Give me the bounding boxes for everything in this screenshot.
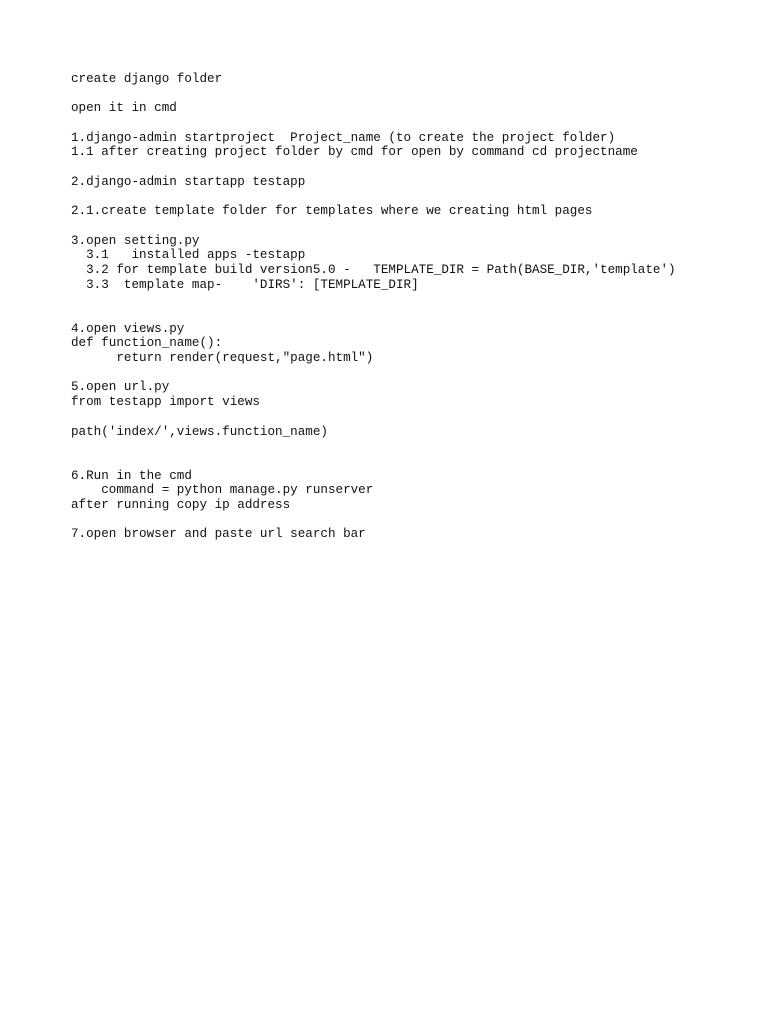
text-line: 1.1 after creating project folder by cmd for open by command cd projectname [71,145,638,160]
document-text [71,72,751,542]
blank-line [71,87,751,102]
code-line: from testapp import views [71,395,260,410]
blank-line [71,410,751,425]
blank-line [71,454,751,469]
text-line: open it in cmd [71,101,177,116]
blank-line [71,439,751,454]
text-line: 3.open setting.py [71,233,200,248]
blank-line [71,219,751,234]
blank-line [71,160,751,175]
blank-line [71,190,751,205]
blank-line [71,366,751,381]
text-line: command = python manage.py runserver [71,483,374,498]
text-line: 5.open url.py [71,380,170,395]
code-line: path('index/',views.function_name) [71,424,328,439]
code-line: def function_name(): [71,336,223,351]
code-line: return render(request,"page.html") [71,351,374,366]
text-line: 1.django-admin startproject Project_name (to create the project folder) [71,130,616,145]
text-line: 6.Run in the cmd [71,468,192,483]
text-line: 3.2 for template build version5.0 - TEMPLATE_DIR = Path(BASE_DIR,'template') [71,262,676,277]
text-line: create django folder [71,72,223,86]
text-line: 7.open browser and paste url search bar [71,527,366,542]
text-line: 3.3 template map- 'DIRS': [TEMPLATE_DIR] [71,277,419,292]
blank-line [71,116,751,131]
text-line: after running copy ip address [71,497,291,512]
blank-line [71,307,751,322]
text-line: 2.django-admin startapp testapp [71,174,306,189]
text-line: 2.1.create template folder for templates where we creating html pages [71,204,593,219]
text-line: 4.open views.py [71,321,185,336]
blank-line [71,513,751,528]
blank-line [71,292,751,307]
text-line: 3.1 installed apps -testapp [71,248,306,263]
